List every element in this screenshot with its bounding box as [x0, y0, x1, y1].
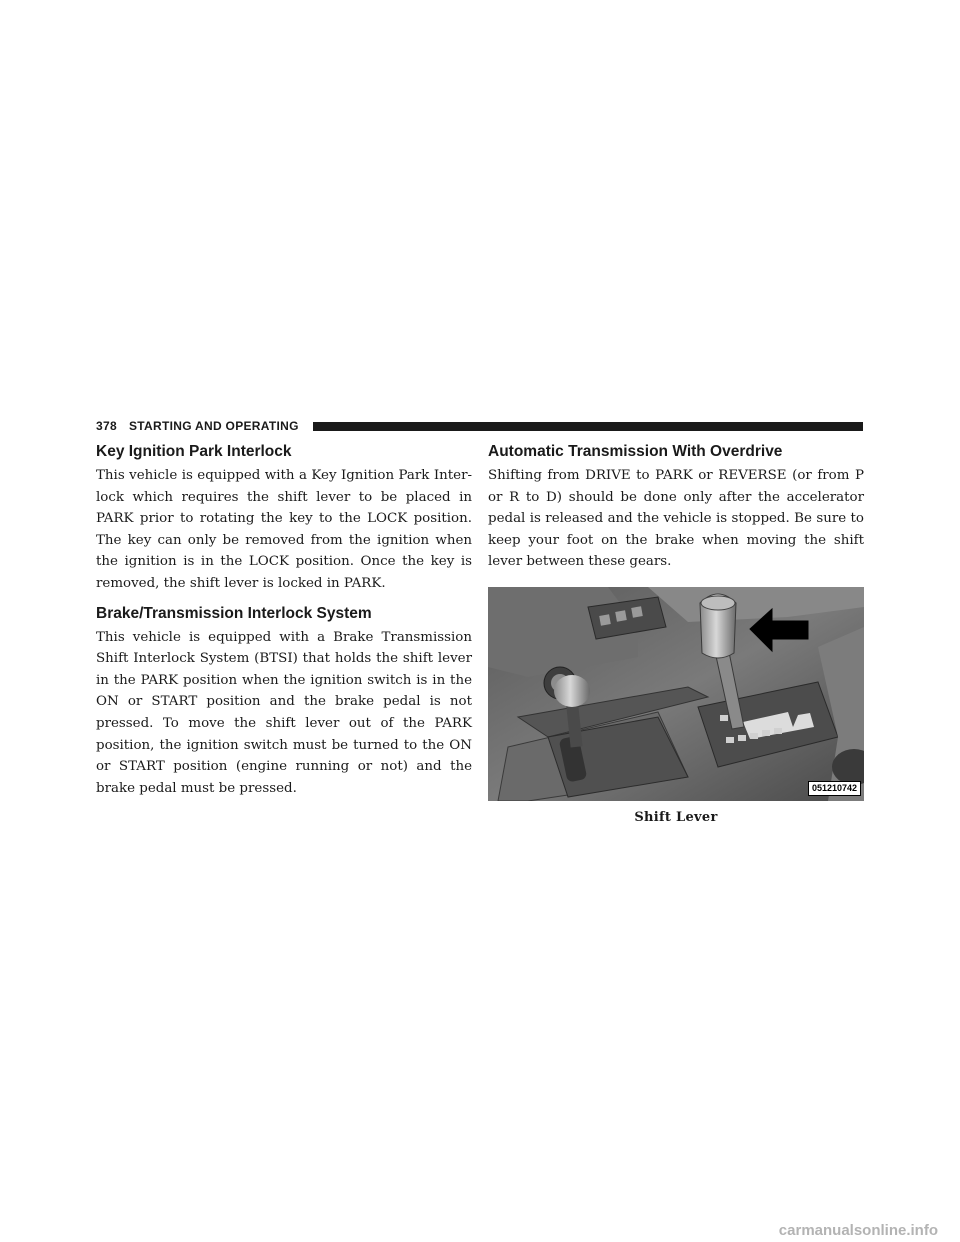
right-column: [488, 442, 864, 827]
paragraph-btsi: This vehicle is equipped with a Brake Transmission Shift Interlock System (BTSI) that holds the shift lever in the PARK position when the ignition switch is in the ON or START position and the brake pedal is not pressed. To move the shift lever out of the PARK position, the ignition switch must be turned to the ON or START position (engine running or not) and the brake pedal must be pressed.: [96, 629, 472, 796]
header-rule: [313, 422, 863, 431]
figure-caption: Shift Lever: [634, 809, 718, 825]
left-column: [96, 442, 472, 799]
watermark: carmanualsonline.info: [778, 1222, 938, 1239]
page-header: [96, 419, 863, 433]
shift-lever-figure: [488, 587, 864, 801]
shift-lever-illustration: [488, 587, 864, 801]
figure-id-label: 051210742: [808, 781, 861, 796]
heading-key-ignition-park-interlock: Key Ignition Park Interlock: [96, 443, 292, 460]
heading-brake-transmission-interlock: Brake/Transmission Interlock System: [96, 604, 372, 622]
paragraph-automatic-transmission: Shifting from DRIVE to PARK or REVERSE (or from P or R to D) should be done only after the accelerator pedal is released and the vehicle is stopped. Be sure to keep your foot on the brake when moving the shift lever between these gears.: [488, 468, 864, 570]
section-title: STARTING AND OPERATING: [129, 419, 299, 433]
page-number: 378: [96, 419, 117, 433]
paragraph-key-ignition: This vehicle is equipped with a Key Ignition Park Inter-lock which requires the shift lever to be placed in PARK prior to rotating the key to the LOCK position. The key can only be removed from the ignition when the ignition is in the LOCK position. Once the key is removed, the shift lever is locked in PARK.: [96, 468, 472, 591]
heading-automatic-transmission: Automatic Transmission With Overdrive: [488, 443, 783, 460]
